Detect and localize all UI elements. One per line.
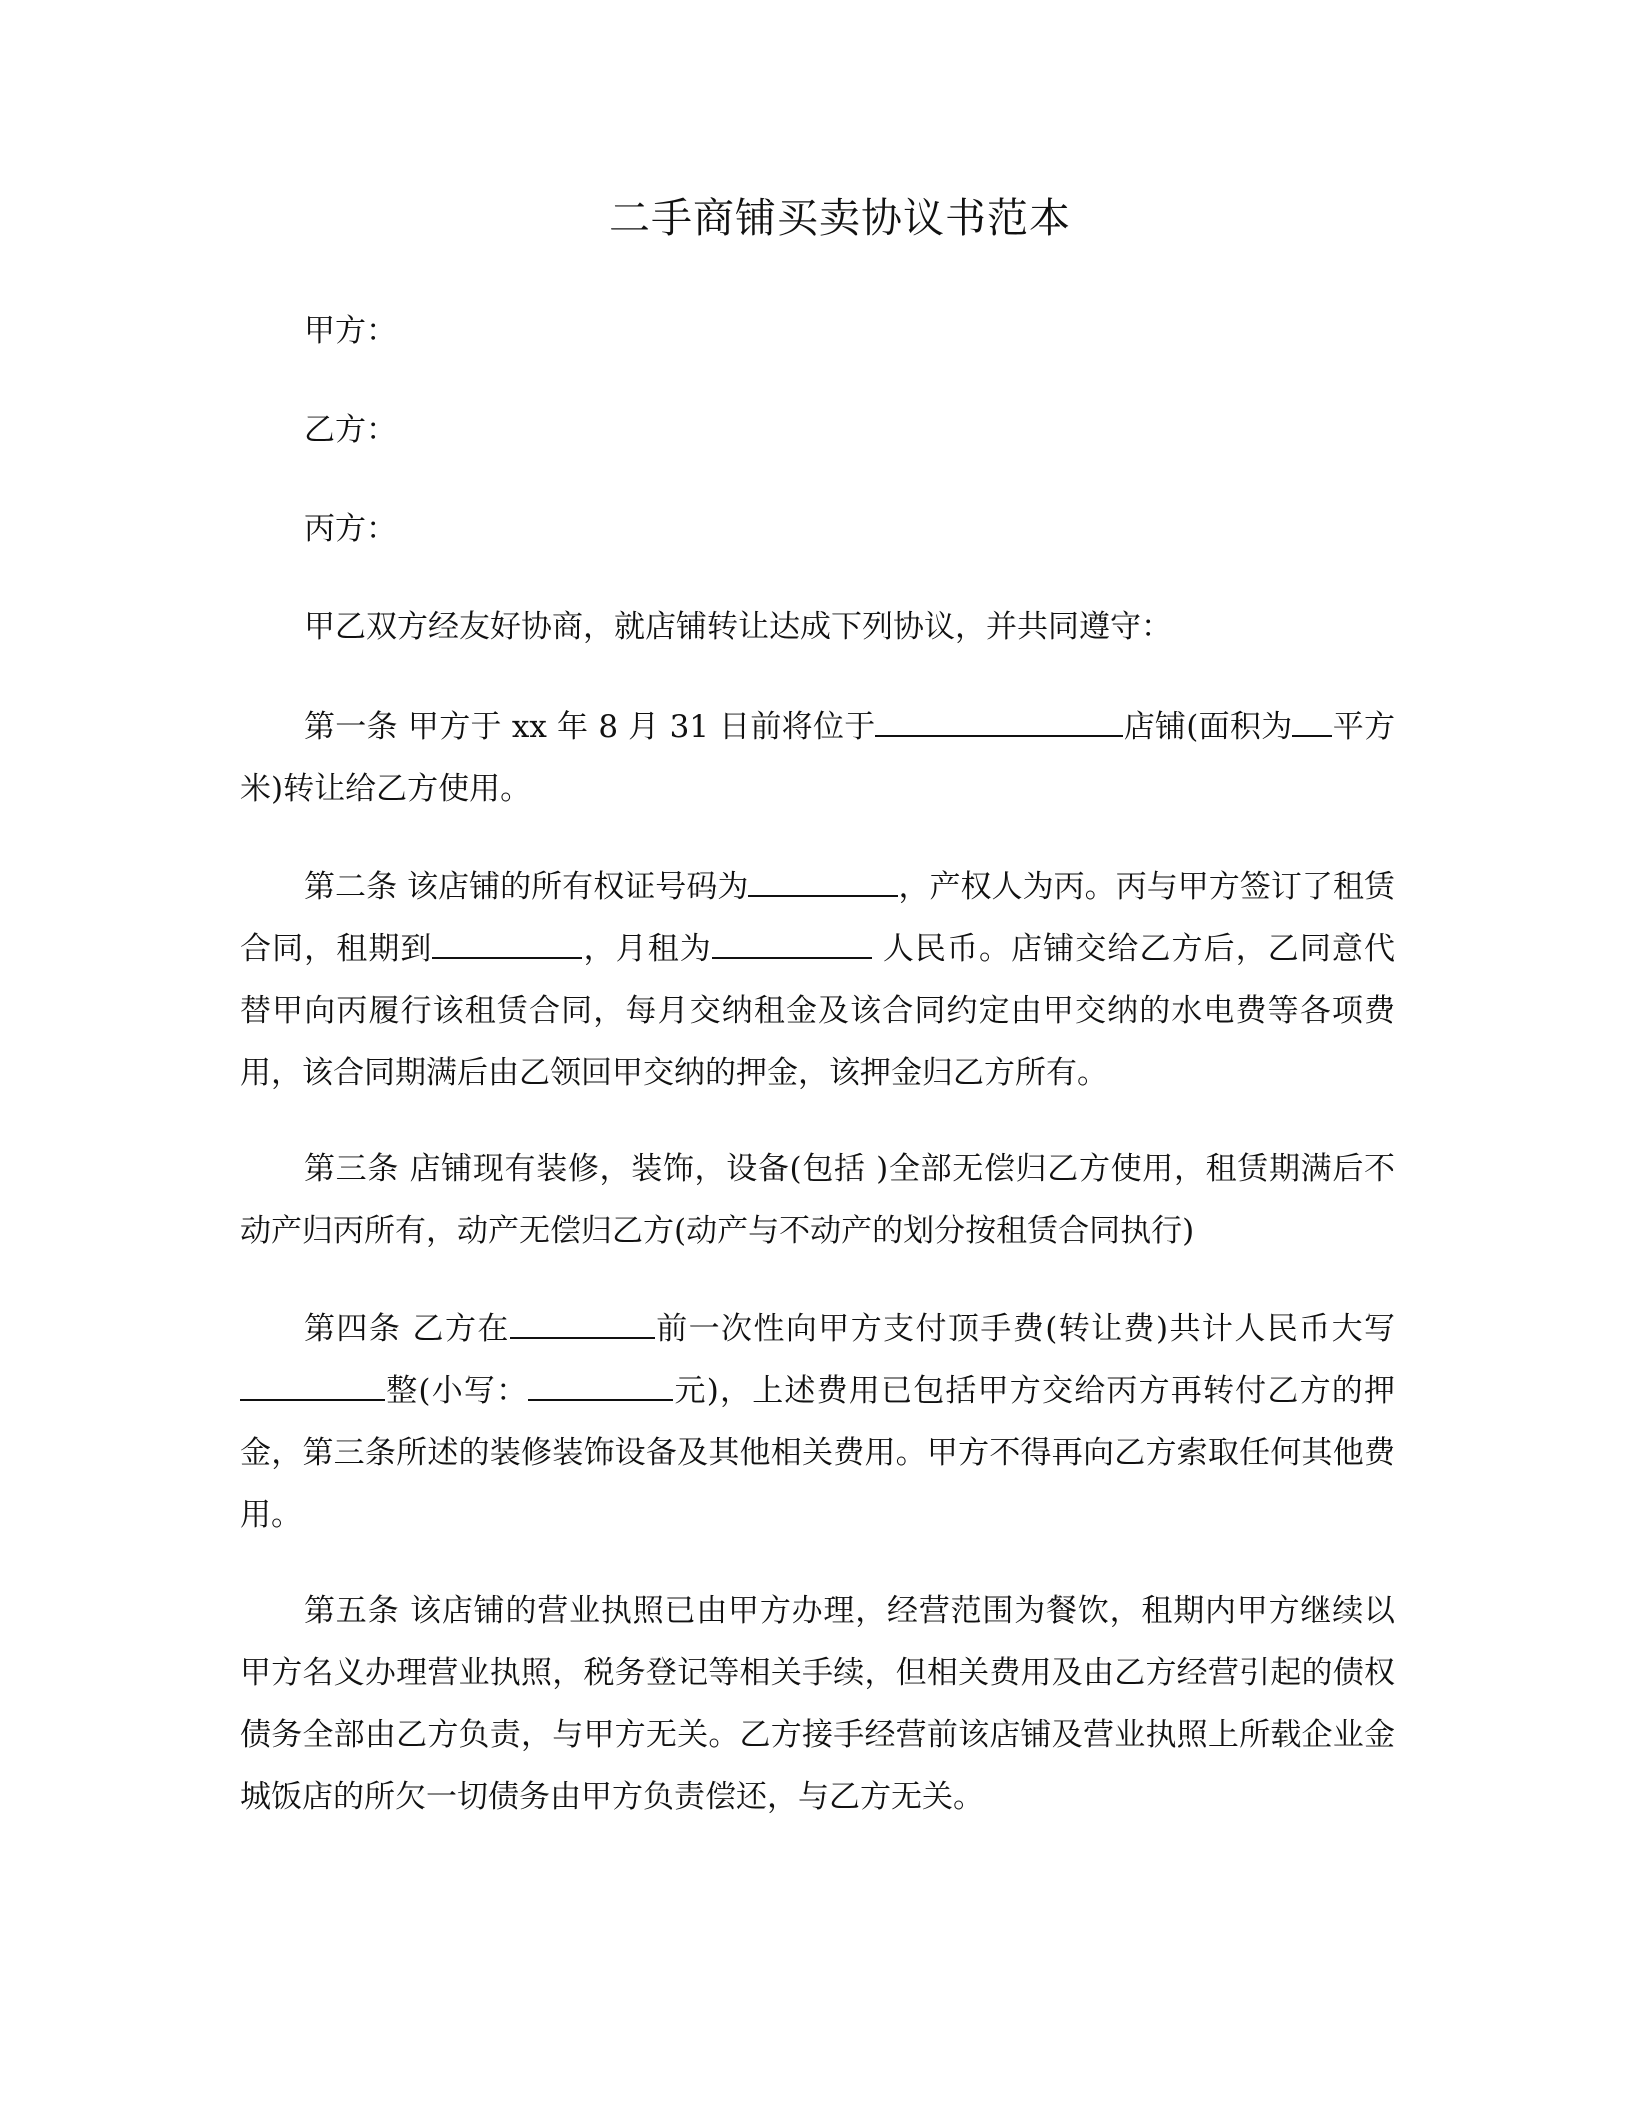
article-3-text: 第三条 店铺现有装修，装饰，设备(包括 )全部无偿归乙方使用，租赁期满后不动产归丙所有，动产无偿归乙方(动产与不动产的划分按租赁合同执行) xyxy=(240,1151,1395,1249)
article-1-text-3: 平方米)转让给乙方使用。 xyxy=(240,709,1396,807)
article-5 xyxy=(240,1580,1395,1828)
article-4-text-3: 整(小写： xyxy=(385,1373,529,1409)
article-1-text-1: 第一条 甲方于 xx 年 8 月 31 日前将位于 xyxy=(304,709,876,745)
payment-date-blank[interactable] xyxy=(510,1303,655,1339)
intro-paragraph xyxy=(240,596,1395,658)
article-2 xyxy=(240,856,1395,1104)
article-2-text-3: ，月租为 xyxy=(582,931,712,967)
article-3 xyxy=(240,1138,1395,1262)
article-4-text-4: 元)，上述费用已包括甲方交给丙方再转付乙方的押金，第三条所述的装修装饰设备及其他相关费用。甲方不得再向乙方索取任何其他费用。 xyxy=(240,1373,1395,1533)
document-title: 二手商铺买卖协议书范本 xyxy=(609,194,1071,242)
monthly-rent-blank[interactable] xyxy=(712,923,872,959)
article-1-text-2: 店铺(面积为 xyxy=(1123,709,1293,745)
intro-text: 甲乙双方经友好协商，就店铺转让达成下列协议，并共同遵守： xyxy=(304,609,1172,645)
article-2-text-4: 人民币。店铺交给乙方后，乙同意代替甲向丙履行该租赁合同，每月交纳租金及该合同约定由甲交纳的水电费等各项费用，该合同期满后由乙领回甲交纳的押金，该押金归乙方所有。 xyxy=(240,931,1396,1091)
lease-term-blank[interactable] xyxy=(432,923,582,959)
amount-numeric-blank[interactable] xyxy=(528,1365,673,1401)
party-a-label: 甲方： xyxy=(304,313,397,349)
area-blank[interactable] xyxy=(1292,701,1332,737)
amount-uppercase-blank[interactable] xyxy=(240,1365,385,1401)
certificate-number-blank[interactable] xyxy=(748,861,898,897)
article-1 xyxy=(240,696,1395,820)
article-2-text-2: ，产权人为丙。丙与甲方签订了租赁合同，租期到 xyxy=(240,869,1395,967)
article-4-text-2: 前一次性向甲方支付顶手费(转让费)共计人民币大写 xyxy=(654,1311,1395,1347)
party-c-label: 丙方： xyxy=(304,511,397,547)
article-5-text: 第五条 该店铺的营业执照已由甲方办理，经营范围为餐饮，租期内甲方继续以甲方名义办理营业执照，税务登记等相关手续，但相关费用及由乙方经营引起的债权债务全部由乙方负责，与甲方无关。乙方接手经营前该店铺及营业执照上所载企业金城饭店的所欠一切债务由甲方负责偿还，与乙方无关。 xyxy=(240,1593,1395,1815)
article-4 xyxy=(240,1298,1395,1546)
article-4-text-1: 第四条 乙方在 xyxy=(304,1311,510,1347)
party-b-label: 乙方： xyxy=(304,412,397,448)
location-blank[interactable] xyxy=(875,701,1123,737)
article-2-text-1: 第二条 该店铺的所有权证号码为 xyxy=(304,869,749,905)
